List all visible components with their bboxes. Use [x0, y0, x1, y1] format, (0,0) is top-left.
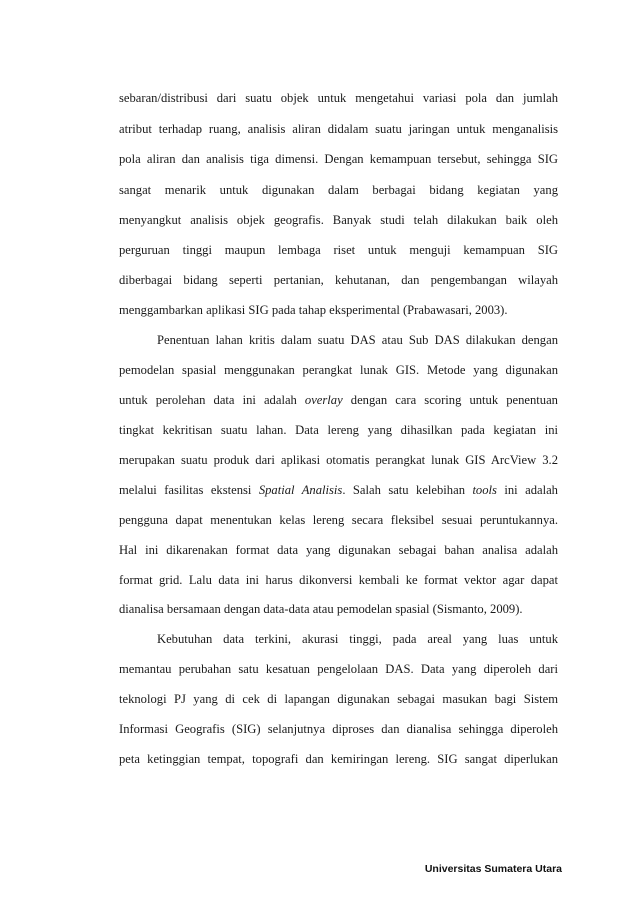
text-line	[119, 572, 558, 588]
text-segment: Hal ini dikarenakan format data yang digunakan sebagai bahan analisa adalah	[119, 543, 558, 557]
text-segment: Penentuan lahan kritis dalam suatu DAS atau Sub DAS dilakukan dengan	[157, 333, 558, 347]
text-segment: peta ketinggian tempat, topografi dan kemiringan lereng. SIG sangat diperlukan	[119, 752, 558, 766]
text-segment: Informasi Geografis (SIG) selanjutnya diproses dan dianalisa sehingga diperoleh	[119, 722, 558, 736]
paragraph-start-line	[157, 631, 558, 647]
text-segment: diberbagai bidang seperti pertanian, kehutanan, dan pengembangan wilayah	[119, 273, 558, 287]
text-line	[119, 121, 558, 137]
text-line	[119, 362, 558, 378]
text-line	[119, 272, 558, 288]
text-line	[119, 392, 558, 408]
text-segment: format grid. Lalu data ini harus dikonversi kembali ke format vektor agar dapat	[119, 573, 558, 587]
text-segment: pemodelan spasial menggunakan perangkat lunak GIS. Metode yang digunakan	[119, 363, 558, 377]
italic-term: tools	[472, 483, 497, 497]
text-segment: pengguna dapat menentukan kelas lereng secara fleksibel sesuai peruntukannya.	[119, 513, 558, 527]
text-line	[119, 242, 558, 258]
paragraph-start-line	[157, 332, 558, 348]
text-segment: dianalisa bersamaan dengan data-data atau pemodelan spasial (Sismanto, 2009).	[119, 602, 523, 616]
text-line	[119, 542, 558, 558]
text-line	[119, 90, 558, 106]
text-line	[119, 661, 558, 677]
text-line	[119, 422, 558, 438]
text-segment: menggambarkan aplikasi SIG pada tahap eksperimental (Prabawasari, 2003).	[119, 303, 508, 317]
text-line	[119, 182, 558, 198]
text-segment: perguruan tinggi maupun lembaga riset untuk menguji kemampuan SIG	[119, 243, 558, 257]
text-segment: melalui fasilitas ekstensi	[119, 483, 259, 497]
text-line	[119, 691, 558, 707]
italic-term: Spatial Analisis	[258, 483, 343, 497]
text-segment: sangat menarik untuk digunakan dalam berbagai bidang kegiatan yang	[119, 183, 558, 197]
text-line	[119, 512, 558, 528]
text-line	[119, 151, 558, 167]
text-segment: pola aliran dan analisis tiga dimensi. Dengan kemampuan tersebut, sehingga SIG	[119, 152, 558, 166]
text-line	[119, 212, 558, 228]
text-segment: untuk perolehan data ini adalah	[119, 393, 305, 407]
text-segment: sebaran/distribusi dari suatu objek untuk mengetahui variasi pola dan jumlah	[119, 91, 558, 105]
text-segment: menyangkut analisis objek geografis. Banyak studi telah dilakukan baik oleh	[119, 213, 558, 227]
page-footer: Universitas Sumatera Utara	[424, 863, 562, 875]
text-segment: Kebutuhan data terkini, akurasi tinggi, pada areal yang luas untuk	[157, 632, 558, 646]
text-segment: merupakan suatu produk dari aplikasi otomatis perangkat lunak GIS ArcView 3.2	[119, 453, 558, 467]
text-segment: tingkat kekritisan suatu lahan. Data lereng yang dihasilkan pada kegiatan ini	[119, 423, 558, 437]
text-segment: atribut terhadap ruang, analisis aliran didalam suatu jaringan untuk menganalisis	[119, 122, 558, 136]
text-line	[119, 452, 558, 468]
text-segment: teknologi PJ yang di cek di lapangan digunakan sebagai masukan bagi Sistem	[119, 692, 558, 706]
text-segment: dengan cara scoring untuk penentuan	[342, 393, 558, 407]
text-segment: . Salah satu kelebihan	[342, 483, 473, 497]
paragraph-end-line	[119, 302, 558, 318]
text-line	[119, 482, 558, 498]
text-line	[119, 721, 558, 737]
text-segment: ini adalah	[496, 483, 558, 497]
text-segment: memantau perubahan satu kesatuan pengelolaan DAS. Data yang diperoleh dari	[119, 662, 558, 676]
paragraph-end-line	[119, 601, 558, 617]
text-line	[119, 751, 558, 767]
italic-term: overlay	[304, 393, 343, 407]
